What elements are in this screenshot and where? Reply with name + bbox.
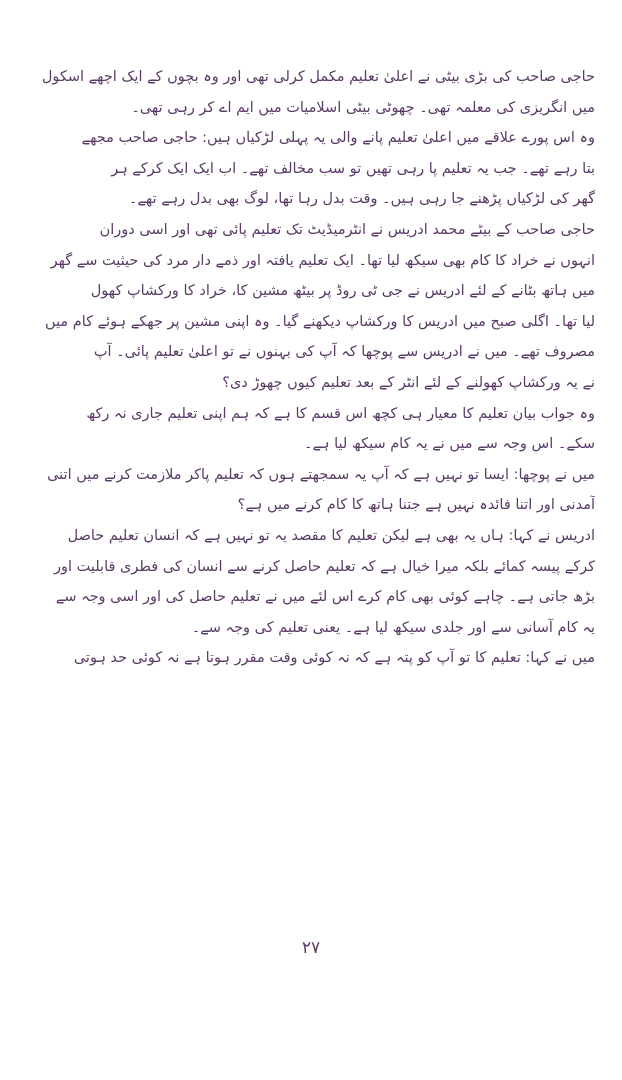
- paragraph: [40, 521, 595, 643]
- text-line: گھر کی لڑکیاں پڑھنے جا رہی ہیں۔ وقت بدل رہا تھا، لوگ بھی بدل رہے تھے۔: [128, 191, 595, 208]
- text-line: وہ جواب بیان تعلیم کا معیار ہی کچھ اس قسم کا ہے کہ ہم اپنی تعلیم جاری نہ رکھ: [86, 405, 595, 422]
- paragraph: [40, 123, 595, 215]
- paragraph: [40, 399, 595, 460]
- text-line: مصروف تھے۔ میں نے ادریس سے پوچھا کہ آپ کی بہنوں نے تو اعلیٰ تعلیم پائی۔ آپ: [93, 344, 595, 361]
- paragraph: [40, 643, 595, 674]
- text-line: میں انگریزی کی معلمہ تھی۔ چھوٹی بیٹی اسلامیات میں ایم اے کر رہی تھی۔: [131, 99, 595, 116]
- paragraph: [40, 62, 595, 123]
- paragraph: [40, 215, 595, 399]
- text-line: بڑھ جاتی ہے۔ چاہے کوئی بھی کام کرے اس لئے میں نے تعلیم حاصل کی اور اسی وجہ سے: [55, 589, 595, 606]
- text-line: ادریس نے کہا: ہاں یہ بھی ہے لیکن تعلیم کا مقصد یہ تو نہیں ہے کہ انسان تعلیم حاصل: [67, 527, 595, 544]
- paragraph: [40, 460, 595, 521]
- text-line: انہوں نے خراد کا کام بھی سیکھ لیا تھا۔ ایک تعلیم یافتہ اور ذمے دار مرد کی حیثیت سے گھر: [50, 252, 595, 269]
- text-line: سکے۔ اس وجہ سے میں نے یہ کام سیکھ لیا ہے۔: [303, 436, 595, 453]
- text-line: لیا تھا۔ اگلی صبح میں ادریس کا ورکشاپ دیکھنے گیا۔ وہ اپنی مشین پر جھکے ہوئے کام میں: [44, 313, 595, 330]
- text-line: کرکے پیسہ کمائے بلکہ میرا خیال ہے کہ تعلیم حاصل کرنے سے انسان کی فطری قابلیت اور: [54, 558, 595, 575]
- text-line: حاجی صاحب کی بڑی بیٹی نے اعلیٰ تعلیم مکمل کرلی تھی اور وہ بچوں کے ایک اچھے اسکول: [41, 69, 595, 85]
- text-line: یہ کام آسانی سے اور جلدی سیکھ لیا ہے۔ یعنی تعلیم کی وجہ سے۔: [191, 619, 595, 636]
- page-number: ۲۷: [301, 938, 321, 958]
- text-line: میں نے کہا: تعلیم کا تو آپ کو پتہ ہے کہ نہ کوئی وقت مقرر ہوتا ہے نہ کوئی حد ہوتی: [73, 650, 595, 667]
- text-line: آمدنی اور اتنا فائدہ نہیں ہے جتنا ہاتھ کا کام کرنے میں ہے؟: [237, 497, 595, 514]
- page-body-text: [40, 62, 595, 674]
- text-line: نے یہ ورکشاپ کھولنے کے لئے انٹر کے بعد تعلیم کیوں چھوڑ دی؟: [222, 374, 595, 391]
- text-line: میں نے پوچھا: ایسا تو نہیں ہے کہ آپ یہ سمجھتے ہوں کہ تعلیم پاکر ملازمت کرنے میں اتنی: [47, 466, 595, 483]
- text-line: وہ اس پورے علاقے میں اعلیٰ تعلیم پانے والی یہ پہلی لڑکیاں ہیں: حاجی صاحب مجھے: [81, 130, 595, 147]
- text-line: حاجی صاحب کے بیٹے محمد ادریس نے انٹرمیڈیٹ تک تعلیم پائی تھی اور اسی دوران: [99, 221, 595, 238]
- text-line: بتا رہے تھے۔ جب یہ تعلیم پا رہی تھیں تو سب مخالف تھے۔ اب ایک ایک کرکے ہر: [111, 160, 595, 177]
- text-line: میں ہاتھ بٹانے کے لئے ادریس نے جی ٹی روڈ پر بیٹھ مشین کا، خراد کا ورکشاپ کھول: [90, 283, 595, 300]
